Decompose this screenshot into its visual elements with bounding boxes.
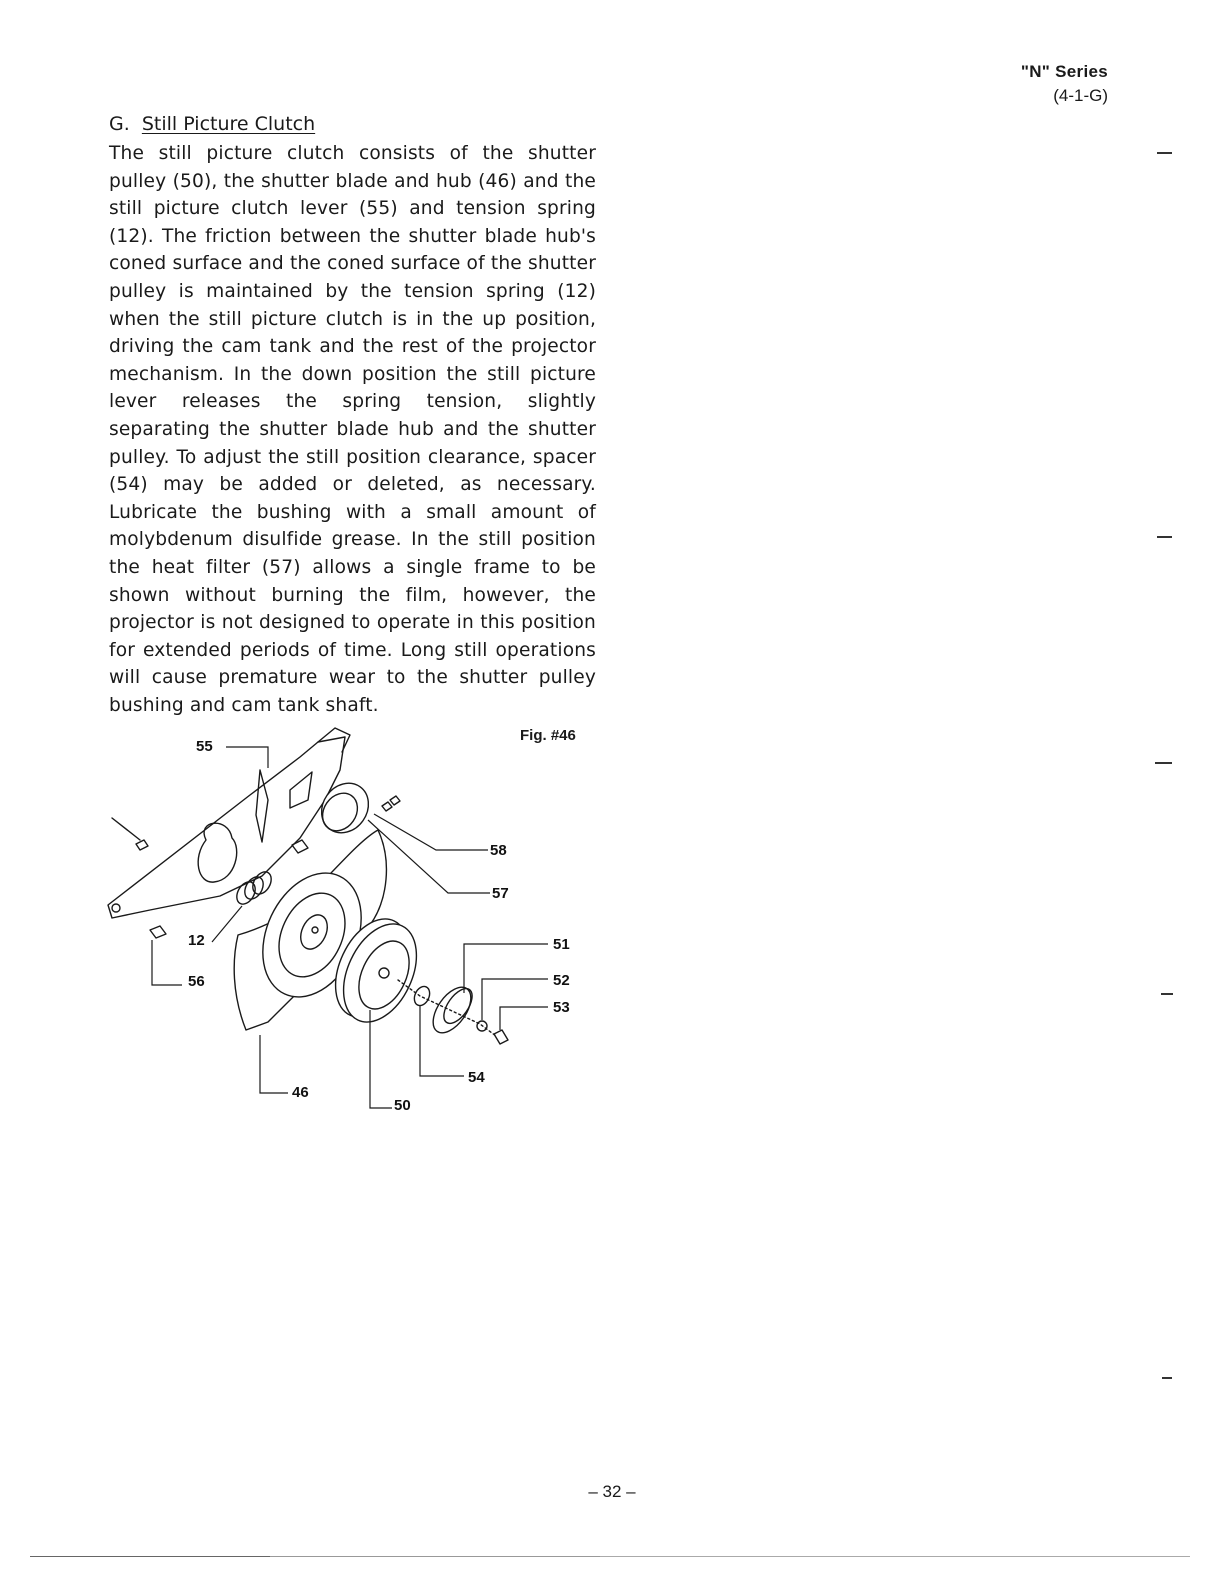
callout-57: 57 [492, 885, 509, 902]
callout-46: 46 [292, 1084, 309, 1101]
callout-51: 51 [553, 936, 570, 953]
binder-mark [1157, 536, 1172, 538]
figure-title: Fig. #46 [520, 727, 576, 744]
section-letter: G. [109, 113, 130, 135]
binder-mark [1161, 993, 1173, 995]
section-body: The still picture clutch consists of the shutter pulley (50), the shutter blade and hub (46) and the still picture clutch lever (55) and tension spring (12). The friction between the shutter blade hub's coned surface and the coned surface of the shutter pulley is maintained by the tension spring (12) when the still picture clutch is in the up position, driving the cam tank and the rest of the projector mechanism. In the down position the still picture lever releases the spring tension, slightly separating the shutter blade hub and the shutter pulley. To adjust the still position clearance, spacer (54) may be added or deleted, as necessary. Lubricate the bushing with a small amount of molybdenum disulfide grease. In the still position the heat filter (57) allows a single frame to be shown without burning the film, however, the projector is not designed to operate in this position for extended periods of time. Long still operations will cause premature wear to the shutter pulley bushing and cam tank shaft. [109, 143, 596, 716]
screw-53 [494, 1030, 508, 1044]
pulley-cap [426, 981, 479, 1040]
callout-52: 52 [553, 972, 570, 989]
bottom-rule [30, 1556, 270, 1557]
binder-mark [1157, 152, 1172, 154]
callout-56: 56 [188, 973, 205, 990]
series-label: "N" Series [1020, 62, 1108, 81]
binder-mark [1162, 1377, 1172, 1379]
section-title: Still Picture Clutch [141, 113, 316, 135]
section-code: (4-1-G) [1053, 86, 1108, 105]
callout-54: 54 [468, 1069, 485, 1086]
page-number: – 32 – [588, 1482, 636, 1501]
binder-mark [1155, 762, 1172, 764]
spacer [411, 984, 432, 1008]
callout-55: 55 [196, 738, 213, 755]
callout-58: 58 [490, 842, 507, 859]
bottom-rule [270, 1556, 600, 1557]
bottom-rule [600, 1556, 1190, 1557]
callout-53: 53 [553, 999, 570, 1016]
callout-50: 50 [394, 1097, 411, 1114]
screw-56 [150, 926, 166, 938]
callout-12: 12 [188, 932, 205, 949]
